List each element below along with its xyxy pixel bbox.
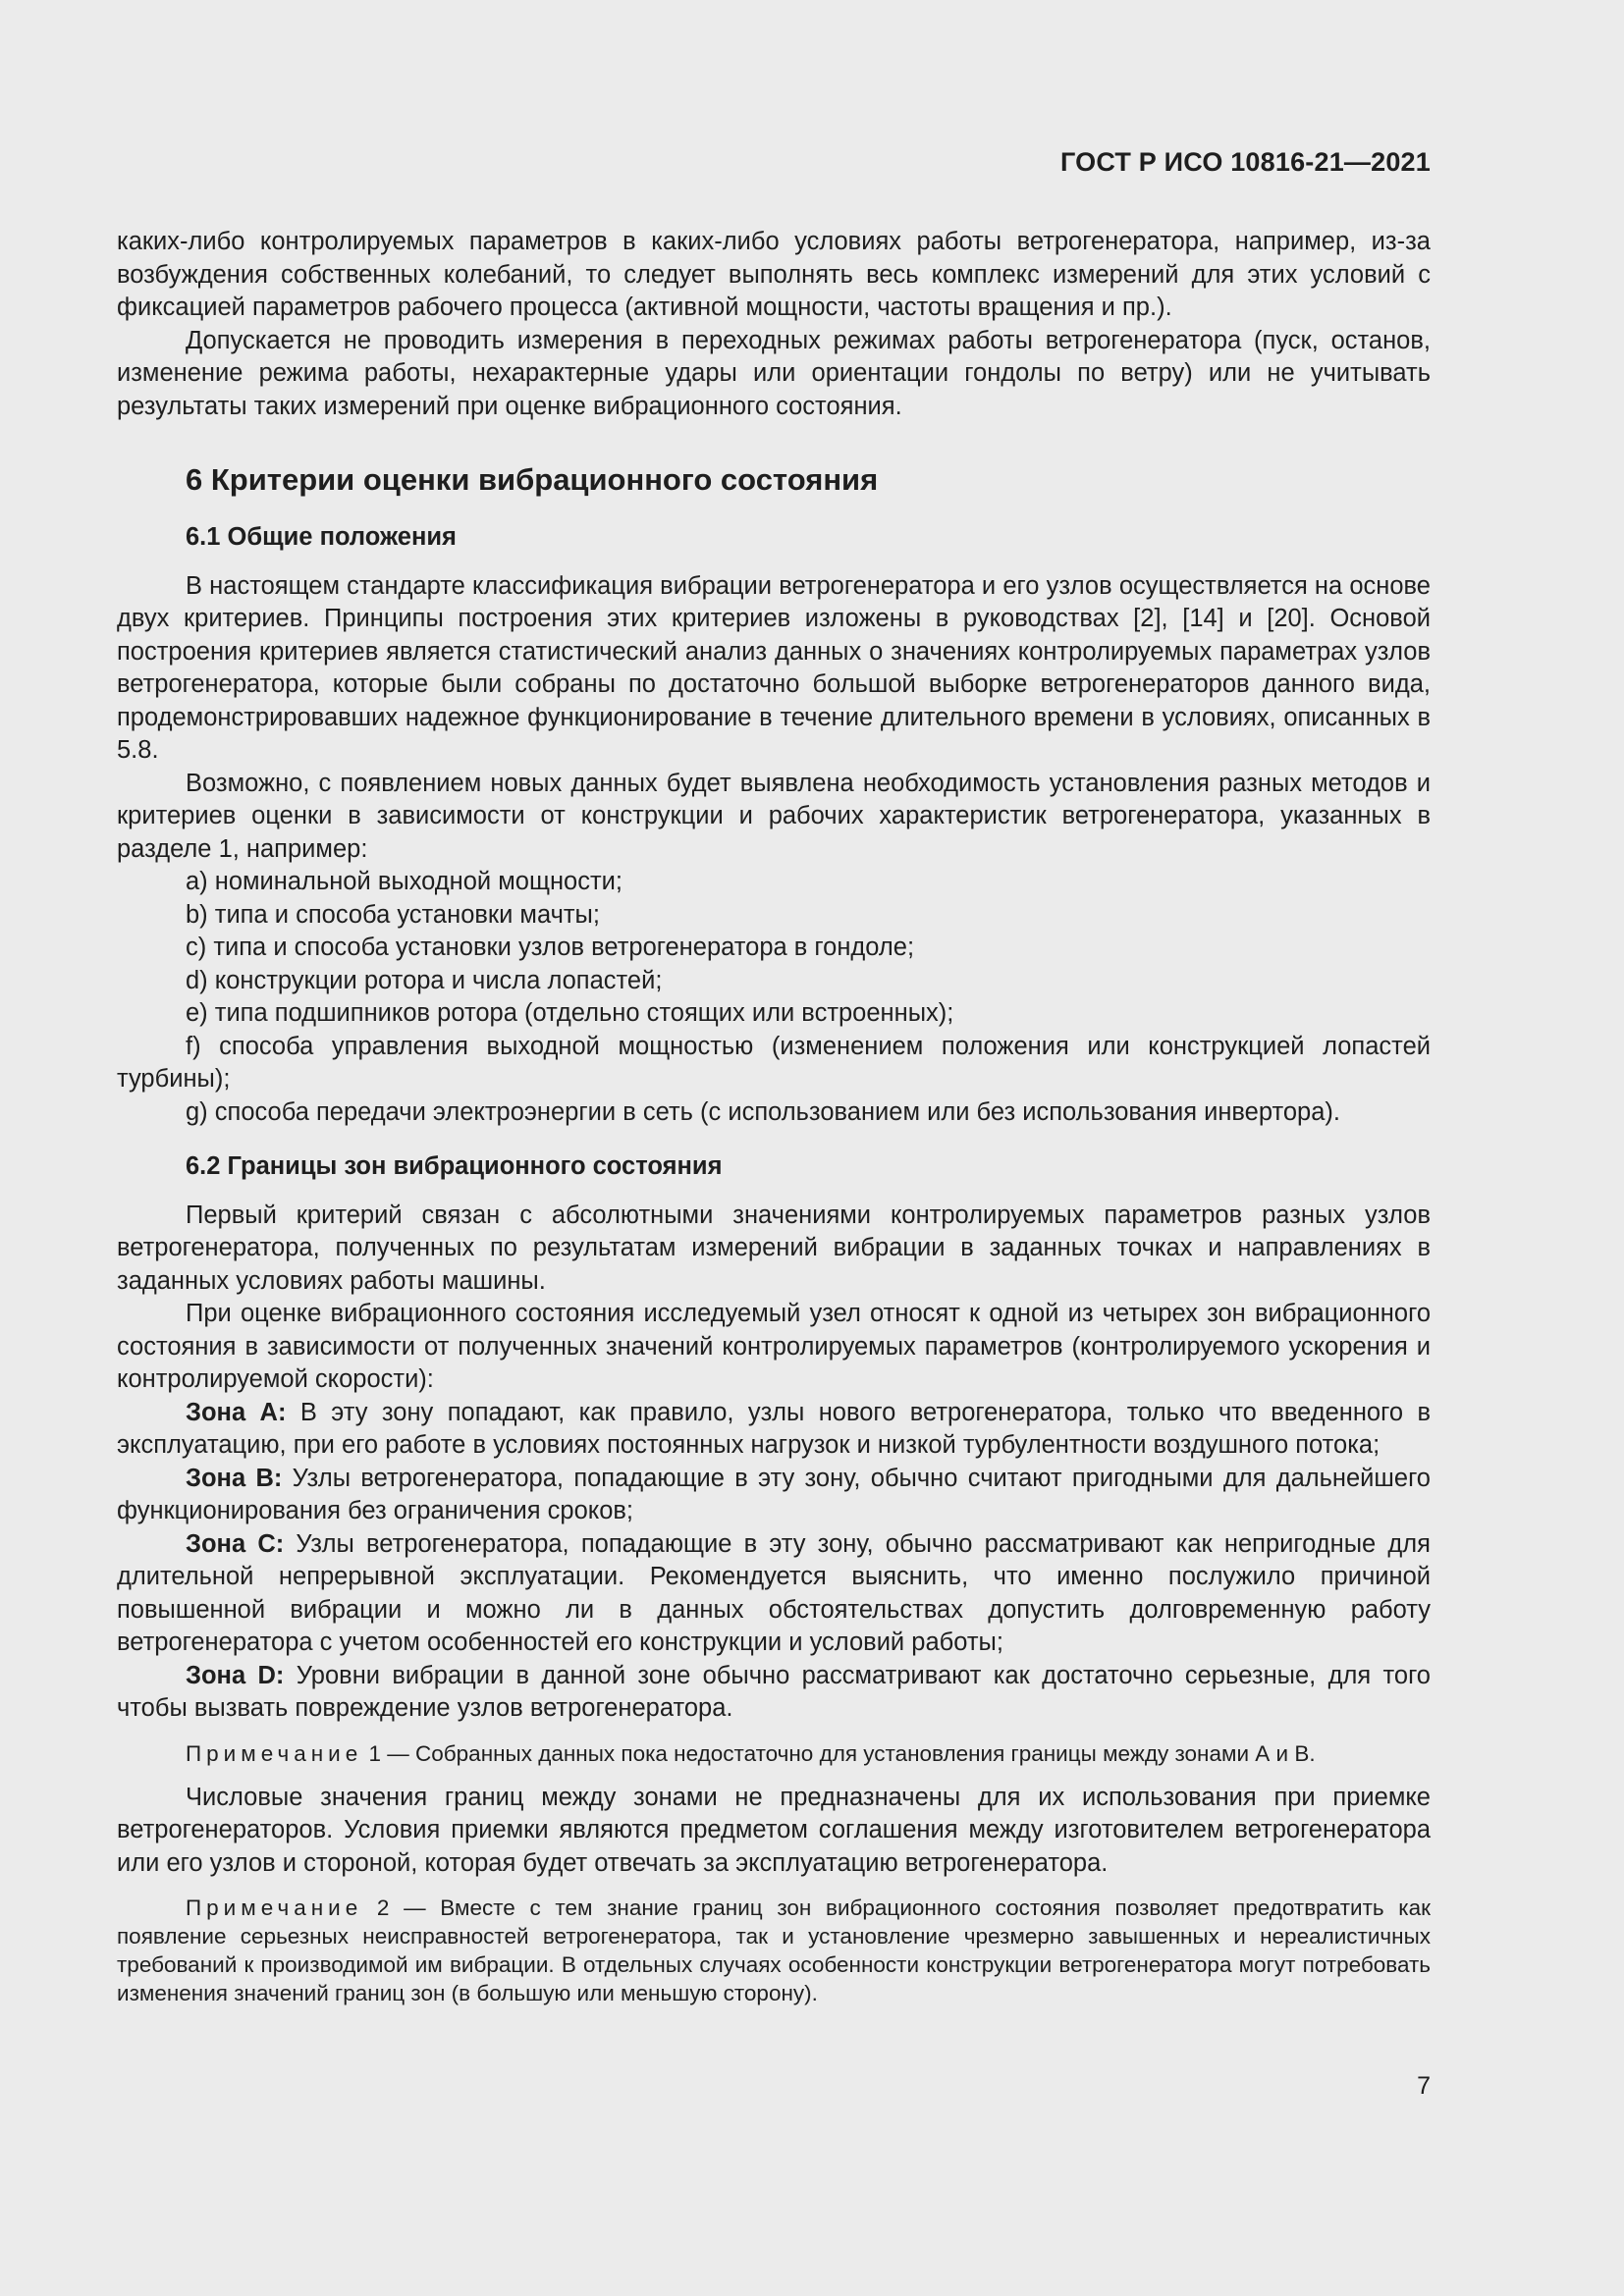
note-1	[117, 1739, 1431, 1768]
zone-d-paragraph	[117, 1660, 1431, 1726]
paragraph: Числовые значения границ между зонами не предназначены для их использования при приемке ветрогенераторов. Условия приемки являются предметом соглашения между изготовителем ветрогенератора или его узлов и стороной, которая будет отвечать за эксплуатацию ветрогенератора.	[117, 1783, 1431, 1877]
document-id-header: ГОСТ Р ИСО 10816-21—2021	[1060, 147, 1431, 177]
note-text: 1 — Собранных данных пока недостаточно для установления границы между зонами А и В.	[368, 1740, 1316, 1766]
zone-c-paragraph	[117, 1528, 1431, 1660]
list-item: g) способа передачи электроэнергии в сеть (с использованием или без использования инвертора).	[186, 1097, 1340, 1126]
list-item: d) конструкции ротора и числа лопастей;	[186, 966, 663, 994]
section-heading: 6 Критерии оценки вибрационного состояния	[186, 462, 879, 497]
subsection-heading: 6.1 Общие положения	[186, 523, 457, 551]
list-item: f) способа управления выходной мощностью (изменением положения или конструкцией лопастей турбины);	[117, 1032, 1431, 1093]
note-word: Примечание	[186, 1740, 363, 1766]
zone-label: Зона С:	[186, 1529, 285, 1558]
paragraph: Первый критерий связан с абсолютными значениями контролируемых параметров разных узлов ветрогенератора, полученных по результатам измерений вибрации в заданных точках и направлениях в заданных условиях работы машины.	[117, 1201, 1431, 1295]
list-item: b) типа и способа установки мачты;	[186, 900, 600, 929]
page-content	[117, 226, 1431, 2021]
paragraph: Возможно, с появлением новых данных будет выявлена необходимость установления разных методов и критериев оценки в зависимости от конструкции и рабочих характеристик ветрогенератора, указанных в разделе 1, например:	[117, 769, 1431, 863]
paragraph: Допускается не проводить измерения в переходных режимах работы ветрогенератора (пуск, останов, изменение режима работы, нехарактерные удары или ориентации гондолы по ветру) или не учитывать результаты таких измерений при оценке вибрационного состояния.	[117, 326, 1431, 420]
subsection-heading: 6.2 Границы зон вибрационного состояния	[186, 1152, 723, 1180]
zone-text: Уровни вибрации в данной зоне обычно рассматривают как достаточно серьезные, для того чтобы вызвать повреждение узлов ветрогенератора.	[117, 1661, 1431, 1722]
note-word: Примечание	[186, 1896, 363, 1920]
note-text: 2 — Вместе с тем знание границ зон вибрационного состояния позволяет предотвратить как появление серьезных неисправностей ветрогенератора, так и установление чрезмерно завышенных и нереалистичных требований к производимой им вибрации. В отдельных случаях особенности конструкции ветрогенератора могут потребовать изменения значений границ зон (в большую или меньшую сторону).	[117, 1896, 1431, 2005]
page-number: 7	[1417, 2072, 1431, 2100]
list-item: e) типа подшипников ротора (отдельно стоящих или встроенных);	[186, 999, 954, 1027]
zone-text: Узлы ветрогенератора, попадающие в эту зону, обычно считают пригодными для дальнейшего функционирования без ограничения сроков;	[117, 1464, 1431, 1524]
paragraph: При оценке вибрационного состояния исследуемый узел относят к одной из четырех зон вибрационного состояния в зависимости от полученных значений контролируемых параметров (контролируемого ускорения и контролируемой скорости):	[117, 1300, 1431, 1393]
list-item: c) типа и способа установки узлов ветрогенератора в гондоле;	[186, 934, 915, 961]
zone-b-paragraph	[117, 1463, 1431, 1528]
zone-a-paragraph	[117, 1397, 1431, 1463]
criteria-list	[117, 866, 1431, 1129]
zone-text: В эту зону попадают, как правило, узлы нового ветрогенератора, только что введенного в эксплуатацию, при его работе в условиях постоянных нагрузок и низкой турбулентности воздушного потока;	[117, 1398, 1431, 1459]
zone-label: Зона А:	[186, 1398, 287, 1426]
paragraph: каких-либо контролируемых параметров в каких-либо условиях работы ветрогенератора, например, из-за возбуждения собственных колебаний, то следует выполнять весь комплекс измерений для этих условий с фиксацией параметров рабочего процесса (активной мощности, частоты вращения и пр.).	[117, 228, 1431, 321]
paragraph: В настоящем стандарте классификация вибрации ветрогенератора и его узлов осуществляется на основе двух критериев. Принципы построения этих критериев изложены в руководствах [2], [14] и [20]. Основой построения критериев является статистический анализ данных о значениях контролируемых параметрах узлов ветрогенератора, которые были собраны по достаточно большой выборке ветрогенераторов данного вида, продемонстрировавших надежное функционирование в течение длительного времени в условиях, описанных в 5.8.	[117, 571, 1431, 764]
zone-label: Зона В:	[186, 1464, 283, 1492]
zone-label: Зона D:	[186, 1661, 285, 1689]
zone-text: Узлы ветрогенератора, попадающие в эту зону, обычно рассматривают как непригодные для длительной непрерывной эксплуатации. Рекомендуется выяснить, что именно послужило причиной повышенной вибрации и можно ли в данных обстоятельствах допустить долговременную работу ветрогенератора с учетом особенностей его конструкции и условий работы;	[117, 1529, 1431, 1656]
list-item: а) номинальной выходной мощности;	[186, 868, 623, 895]
note-2	[117, 1894, 1431, 2007]
